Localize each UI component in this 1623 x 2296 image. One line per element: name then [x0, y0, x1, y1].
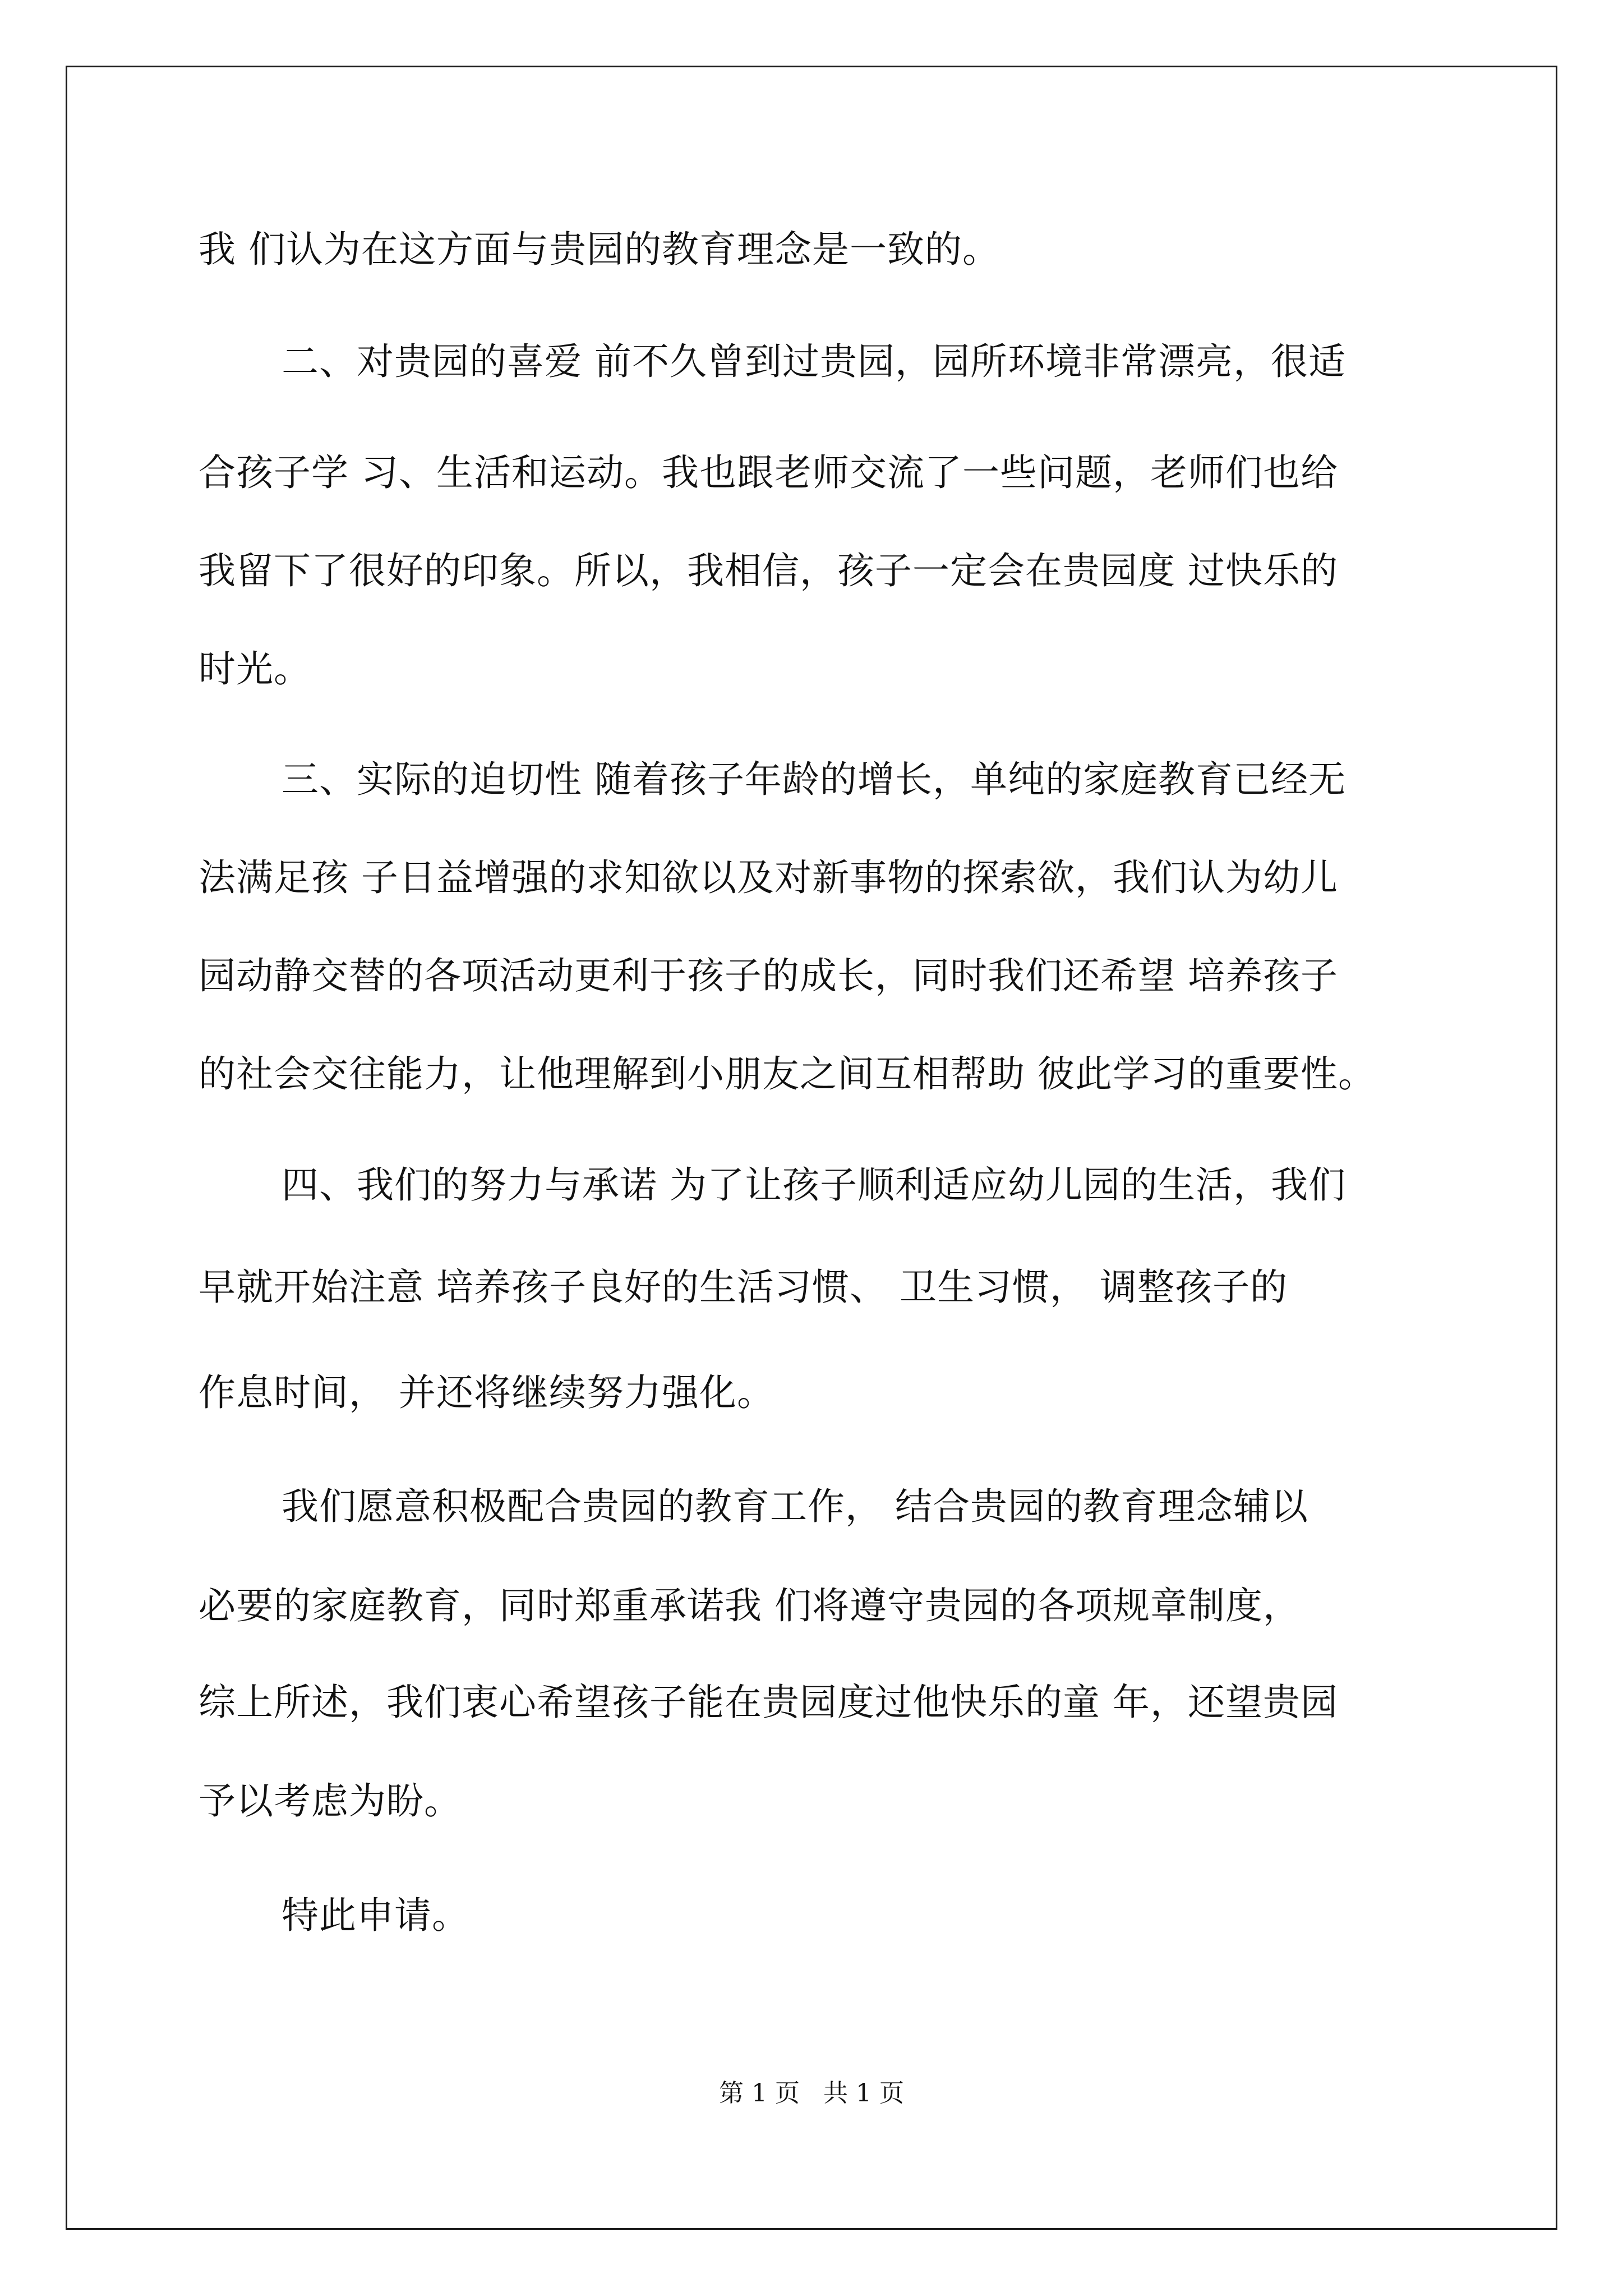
text-line: 综上所述，我们衷心希望孩子能在贵园度过他快乐的童 年，还望贵园 [199, 1681, 1338, 1724]
text-line: 园动静交替的各项活动更利于孩子的成长，同时我们还希望 培养孩子 [199, 954, 1338, 997]
text-line: 予以考虑为盼。 [199, 1779, 462, 1823]
text-line: 我们愿意积极配合贵园的教育工作， 结合贵园的教育理念辅以 [282, 1485, 1308, 1528]
text-line: 作息时间， 并还将继续努力强化。 [199, 1371, 774, 1414]
text-line: 法满足孩 子日益增强的求知欲以及对新事物的探索欲，我们认为幼儿 [199, 856, 1338, 899]
text-line: 时光。 [199, 647, 311, 691]
text-line: 三、实际的迫切性 随着孩子年龄的增长，单纯的家庭教育已经无 [282, 758, 1346, 801]
text-line: 四、我们的努力与承诺 为了让孩子顺利适应幼儿园的生活，我们 [282, 1163, 1346, 1207]
text-line: 我留下了很好的印象。所以，我相信，孩子一定会在贵园度 过快乐的 [199, 549, 1338, 592]
text-line: 早就开始注意 培养孩子良好的生活习惯、 卫生习惯， 调整孩子的 [199, 1266, 1288, 1309]
text-line: 特此申请。 [282, 1894, 469, 1937]
text-line: 的社会交往能力，让他理解到小朋友之间互相帮助 彼此学习的重要性。 [199, 1052, 1376, 1096]
text-line: 合孩子学 习、生活和运动。我也跟老师交流了一些问题，老师们也给 [199, 451, 1338, 494]
page-footer: 第 1 页 共 1 页 [719, 2079, 904, 2108]
text-line: 我 们认为在这方面与贵园的教育理念是一致的。 [199, 228, 1000, 271]
text-line: 二、对贵园的喜爱 前不久曾到过贵园，园所环境非常漂亮，很适 [282, 340, 1346, 383]
text-line: 必要的家庭教育，同时郑重承诺我 们将遵守贵园的各项规章制度， [199, 1584, 1301, 1627]
